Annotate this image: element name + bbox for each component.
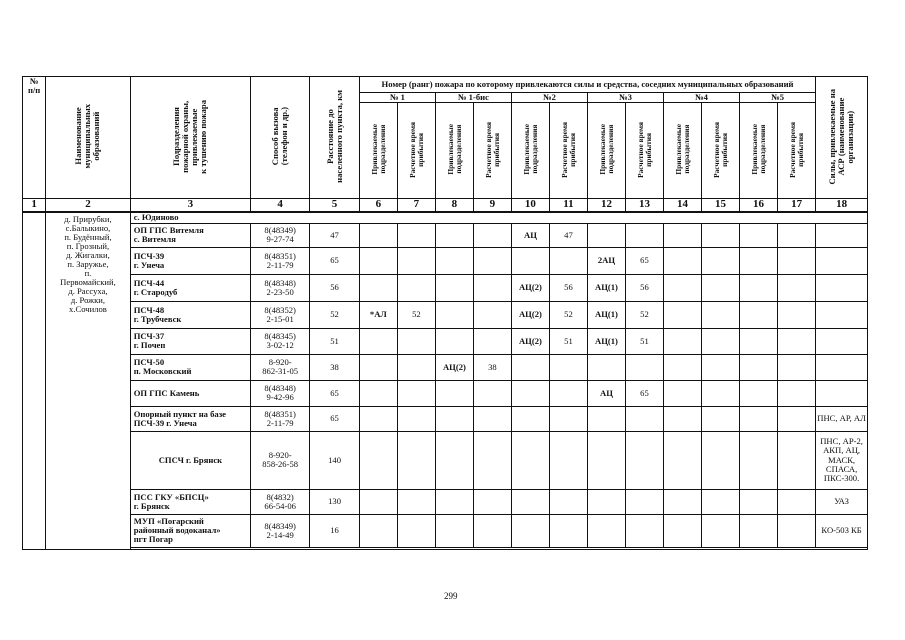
distance: 130 — [310, 489, 360, 514]
sub-units: Привлекаемые подразделения — [359, 103, 397, 199]
phone: 8(48351) 2-11-79 — [251, 406, 310, 431]
rank3-time: 52 — [625, 301, 663, 328]
asr-forces: УАЗ — [816, 489, 868, 514]
header-distance: Расстояние до населенного пункта, км — [310, 77, 360, 199]
rank-1-bis: № 1-бис — [435, 93, 511, 103]
asr-forces: КО-503 КБ — [816, 514, 868, 547]
column-number: 8 — [435, 199, 473, 213]
phone: 8(48351) 2-11-79 — [251, 247, 310, 274]
column-numbers-row — [23, 199, 868, 213]
rank-3: №3 — [587, 93, 663, 103]
sub-units: Привлекаемые подразделения — [663, 103, 701, 199]
row-index-cell — [23, 212, 46, 549]
rank3-units: АЦ — [587, 380, 625, 406]
unit-name: МУП «Погарский районный водоканал» пгт Погар — [130, 514, 250, 547]
asr-forces: ПНС, АР-2, АКП, АЦ, МАСК, СПАСА, ПКС-300. — [816, 431, 868, 489]
rank3-time: 56 — [625, 274, 663, 301]
distance: 65 — [310, 406, 360, 431]
municipal-list: д. Прирубки, с.Балыкино, п. Будённый, п. Грозный, д. Жигалки, п. Заружье, п. Первомайский, д. Рассуха, д. Рожки, х.Сочилов — [46, 212, 130, 549]
rank2-units: АЦ(2) — [511, 301, 549, 328]
header-num: № п/п — [23, 77, 46, 199]
unit-name: ПСЧ-50 п. Московский — [130, 354, 250, 380]
phone: 8-920- 858-26-58 — [251, 431, 310, 489]
table-row — [23, 354, 868, 380]
table-row — [23, 274, 868, 301]
header-group-title: Номер (ранг) пожара по которому привлекаются силы и средства, соседних муниципальных образований — [359, 77, 815, 93]
sub-time: Расчетное время прибытия — [473, 103, 511, 199]
sub-units: Привлекаемые подразделения — [740, 103, 778, 199]
header-method: Способ вызова (телефон и др.) — [251, 77, 310, 199]
phone: 8(4832) 66-54-06 — [251, 489, 310, 514]
asr-forces: ПНС, АР, АЛ — [816, 406, 868, 431]
sub-time: Расчетное время прибытия — [549, 103, 587, 199]
rank2-time: 52 — [549, 301, 587, 328]
rank1bis-time: 38 — [473, 354, 511, 380]
rank3-units: 2АЦ — [587, 247, 625, 274]
distance: 38 — [310, 354, 360, 380]
column-number: 11 — [549, 199, 587, 213]
sub-units: Привлекаемые подразделения — [587, 103, 625, 199]
sub-time: Расчетное время прибытия — [625, 103, 663, 199]
column-number: 4 — [251, 199, 310, 213]
sub-time: Расчетное время прибытия — [397, 103, 435, 199]
rank3-units: АЦ(1) — [587, 328, 625, 354]
rank-1: № 1 — [359, 93, 435, 103]
column-number: 9 — [473, 199, 511, 213]
distance: 56 — [310, 274, 360, 301]
distance: 47 — [310, 223, 360, 247]
phone: 8(48349) 2-14-49 — [251, 514, 310, 547]
distance: 65 — [310, 247, 360, 274]
sub-time: Расчетное время прибытия — [702, 103, 740, 199]
phone: 8(48348) 2-23-50 — [251, 274, 310, 301]
table-row — [23, 301, 868, 328]
phone: 8(48348) 9-42-96 — [251, 380, 310, 406]
column-number: 5 — [310, 199, 360, 213]
column-number: 16 — [740, 199, 778, 213]
rank1-units: *АЛ — [359, 301, 397, 328]
unit-name: ПСЧ-37 г. Почеп — [130, 328, 250, 354]
distance: 52 — [310, 301, 360, 328]
fire-forces-table — [22, 76, 868, 550]
table-row — [23, 489, 868, 514]
header-asr: Силы, привлекаемые на АСР (наименование организации) — [816, 77, 868, 199]
unit-name: ПСЧ-48 г. Трубчевск — [130, 301, 250, 328]
rank1bis-units: АЦ(2) — [435, 354, 473, 380]
unit-name: ПСЧ-39 г. Унеча — [130, 247, 250, 274]
rank3-units: АЦ(1) — [587, 274, 625, 301]
table-row — [23, 380, 868, 406]
unit-name: Опорный пункт на базе ПСЧ-39 г. Унеча — [130, 406, 250, 431]
column-number: 3 — [130, 199, 250, 213]
column-number: 7 — [397, 199, 435, 213]
column-number: 2 — [46, 199, 130, 213]
distance: 16 — [310, 514, 360, 547]
unit-name: ОП ГПС Камень — [130, 380, 250, 406]
column-number: 10 — [511, 199, 549, 213]
column-number: 6 — [359, 199, 397, 213]
distance: 51 — [310, 328, 360, 354]
phone: 8(48352) 2-15-01 — [251, 301, 310, 328]
phone: 8(48349) 9-27-74 — [251, 223, 310, 247]
column-number: 18 — [816, 199, 868, 213]
column-number: 13 — [625, 199, 663, 213]
rank-2: №2 — [511, 93, 587, 103]
rank-5: №5 — [740, 93, 816, 103]
column-number: 12 — [587, 199, 625, 213]
page-number: 299 — [444, 591, 458, 601]
sub-time: Расчетное время прибытия — [778, 103, 816, 199]
table-row — [23, 431, 868, 489]
header-units: Подразделения пожарной охраны, привлекаемые к тушению пожара — [130, 77, 250, 199]
rank2-units: АЦ — [511, 223, 549, 247]
table-row — [23, 328, 868, 354]
unit-name: ОП ГПС Витемля с. Витемля — [130, 223, 250, 247]
sub-units: Привлекаемые подразделения — [435, 103, 473, 199]
table-row — [23, 223, 868, 247]
rank2-time: 47 — [549, 223, 587, 247]
unit-name: ПСС ГКУ «БПСЦ» г. Брянск — [130, 489, 250, 514]
rank3-time: 65 — [625, 247, 663, 274]
rank2-units: АЦ(2) — [511, 274, 549, 301]
phone: 8(48345) 3-02-12 — [251, 328, 310, 354]
table-row — [23, 247, 868, 274]
rank1-time: 52 — [397, 301, 435, 328]
table-row — [23, 406, 868, 431]
rank2-time: 51 — [549, 328, 587, 354]
section-title: с. Юдиново — [130, 212, 867, 223]
column-number: 15 — [702, 199, 740, 213]
unit-name: СПСЧ г. Брянск — [130, 431, 250, 489]
rank2-units: АЦ(2) — [511, 328, 549, 354]
rank3-time: 51 — [625, 328, 663, 354]
column-number: 1 — [23, 199, 46, 213]
column-number: 17 — [778, 199, 816, 213]
header-municipal: Наименование муниципальных образований — [46, 77, 130, 199]
rank3-units: АЦ(1) — [587, 301, 625, 328]
rank2-time: 56 — [549, 274, 587, 301]
phone: 8-920- 862-31-05 — [251, 354, 310, 380]
rank-4: №4 — [663, 93, 739, 103]
table-row — [23, 514, 868, 547]
sub-units: Привлекаемые подразделения — [511, 103, 549, 199]
distance: 65 — [310, 380, 360, 406]
unit-name: ПСЧ-44 г. Стародуб — [130, 274, 250, 301]
column-number: 14 — [663, 199, 701, 213]
distance: 140 — [310, 431, 360, 489]
rank3-time: 65 — [625, 380, 663, 406]
